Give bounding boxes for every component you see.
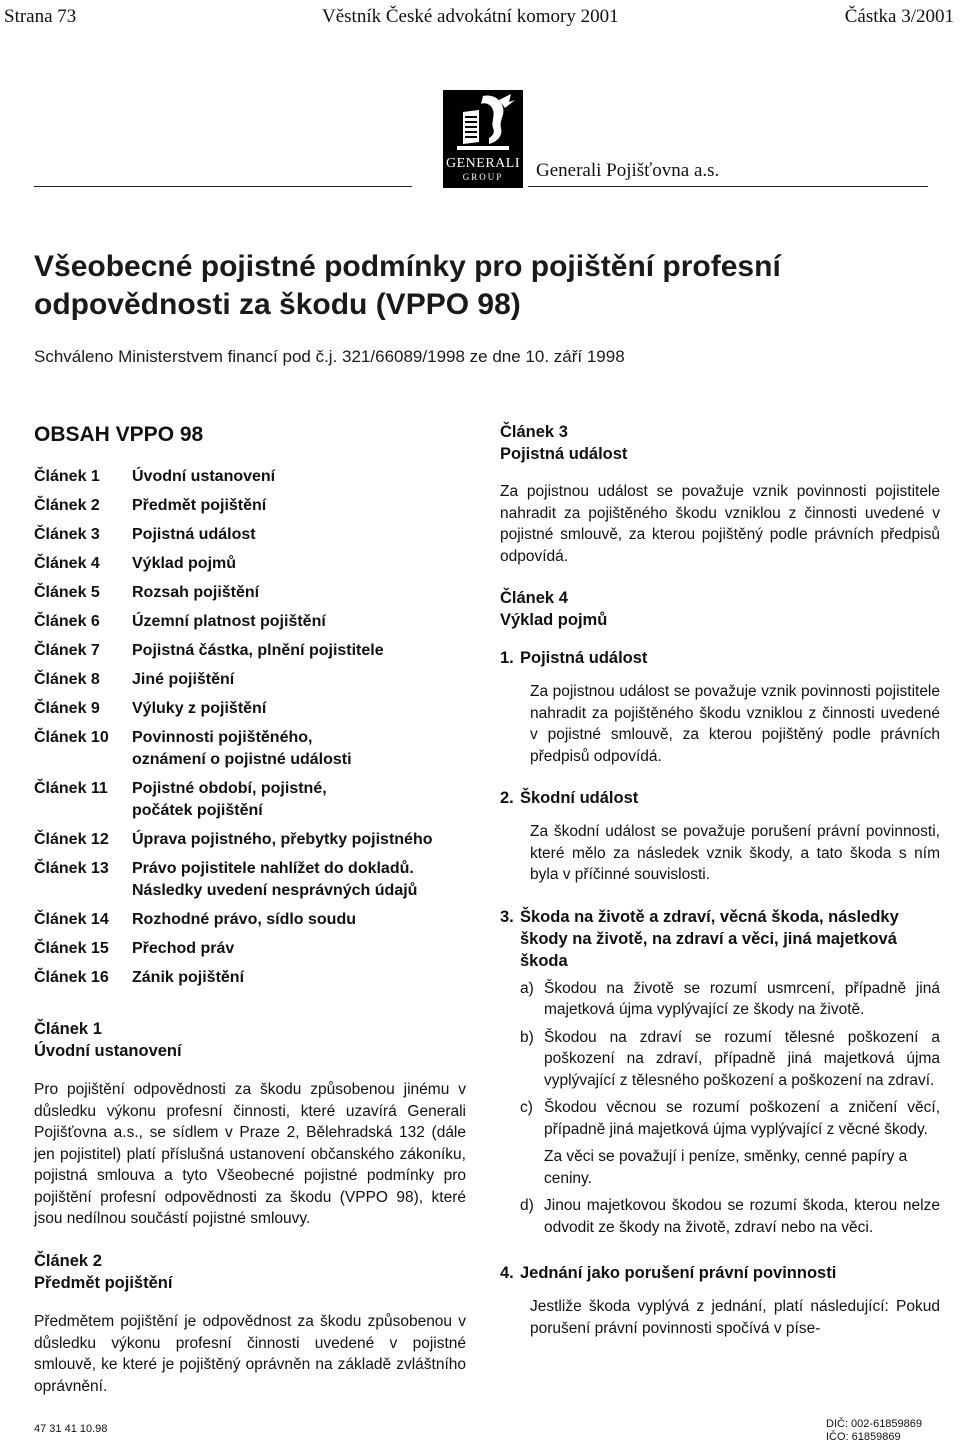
definition-3-heading bbox=[500, 906, 940, 972]
lion-emblem-icon bbox=[443, 90, 523, 156]
header-rule-right bbox=[528, 186, 928, 187]
item-text: Jinou majetkovou škodou se rozumí škoda, kterou nelze odvodit ze škody na životě, zdraví nebo na věci. bbox=[544, 1197, 940, 1236]
toc-item-num: Článek 10 bbox=[34, 729, 109, 746]
definition-3c-note: Za věci se považují i peníze, směnky, cenné papíry a ceniny. bbox=[544, 1148, 908, 1187]
header-rule-left bbox=[34, 186, 412, 187]
article-1-text: Pro pojištění odpovědnosti za škodu způsobenou jinému v důsledku výkonu profesní činnosti, které uzavírá Generali Pojišťovna a.s., se sídlem v Praze 2, Bělehradská 132 (dále jen pojistitel) platí příslušná ustanovení občanského zákoníku, pojistná smlouva a tyto Všeobecné pojistné podmínky pro pojištění profesní odpovědnosti za škodu (VPPO 98), které jsou nedílnou součástí pojistné smlouvy. bbox=[34, 1081, 466, 1227]
toc-item-num: Článek 16 bbox=[34, 969, 109, 986]
article-2-heading bbox=[34, 1250, 466, 1294]
definition-4-text: Jestliže škoda vyplývá z jednání, platí následující: Pokud porušení právní povinnosti spočívá v píse- bbox=[530, 1298, 940, 1337]
article-number: Článek 2 bbox=[34, 1252, 102, 1270]
article-title: Výklad pojmů bbox=[500, 611, 608, 629]
toc-item-num: Článek 13 bbox=[34, 860, 109, 877]
toc-item-num: Článek 3 bbox=[34, 526, 100, 543]
definition-1-heading bbox=[500, 647, 940, 669]
toc-title-line-2: Následky uvedení nesprávných údajů bbox=[132, 882, 418, 899]
article-4-heading bbox=[500, 587, 940, 631]
toc-item-num: Článek 9 bbox=[34, 700, 100, 717]
toc-item-num: Článek 4 bbox=[34, 555, 100, 572]
toc-item bbox=[34, 611, 474, 633]
toc-item-title: Výluky z pojištění bbox=[132, 700, 267, 717]
page-header bbox=[0, 6, 960, 32]
toc-item-title: Rozsah pojištění bbox=[132, 584, 260, 601]
toc-item-title: Přechod práv bbox=[132, 940, 235, 957]
toc-title-line-2: oznámení o pojistné události bbox=[132, 751, 352, 768]
logo-text-group: GROUP bbox=[462, 172, 504, 182]
item-letter: d) bbox=[520, 1197, 534, 1214]
item-text: Škodou na zdraví se rozumí tělesné poškození a poškození na zdraví, případně jiná majetková újma vyplývající z tělesného poškození a poškození na zdraví. bbox=[544, 1028, 940, 1089]
title-line-2: odpovědnosti za škodu (VPPO 98) bbox=[34, 288, 521, 321]
toc-item-title: Úvodní ustanovení bbox=[132, 468, 276, 485]
toc-item-title bbox=[132, 858, 417, 902]
journal-title: Věstník České advokátní komory 2001 bbox=[322, 6, 619, 27]
article-2-text: Předmětem pojištění je odpovědnost za škodu způsobenou v důsledku výkonu profesní činnosti uvedené v pojistné smlouvě, ke které je pojištěný oprávněn na základě zvláštního oprávnění. bbox=[34, 1313, 466, 1395]
table-of-contents bbox=[34, 466, 474, 996]
page-number: Strana 73 bbox=[4, 6, 77, 27]
item-text: Škodou na životě se rozumí usmrcení, případně jiná majetková újma vyplývající ze škody na životě. bbox=[544, 979, 940, 1018]
company-id: IČO: 61859869 bbox=[826, 1431, 901, 1443]
definition-3d bbox=[520, 1195, 940, 1238]
toc-item bbox=[34, 909, 474, 931]
toc-item-title bbox=[132, 778, 327, 822]
toc-item-num: Článek 5 bbox=[34, 584, 100, 601]
logo-text-generali: GENERALI bbox=[446, 156, 520, 171]
toc-item-num: Článek 12 bbox=[34, 831, 109, 848]
toc-item-title: Pojistná částka, plnění pojistitele bbox=[132, 642, 384, 659]
generali-logo bbox=[443, 90, 523, 188]
toc-item-num: Článek 14 bbox=[34, 911, 109, 928]
toc-item-title: Rozhodné právo, sídlo soudu bbox=[132, 911, 356, 928]
toc-item-title: Výklad pojmů bbox=[132, 555, 237, 572]
toc-item bbox=[34, 495, 474, 517]
footer-ids bbox=[826, 1418, 922, 1444]
toc-heading: OBSAH VPPO 98 bbox=[34, 423, 204, 446]
article-title: Úvodní ustanovení bbox=[34, 1042, 182, 1060]
definition-number: 3. bbox=[500, 907, 514, 926]
article-number: Článek 3 bbox=[500, 423, 568, 441]
toc-item-title bbox=[132, 727, 352, 771]
tax-id: DIČ: 002-61859869 bbox=[826, 1418, 923, 1430]
toc-item bbox=[34, 858, 474, 902]
document-title bbox=[34, 248, 914, 324]
definition-title: Škoda na životě a zdraví, věcná škoda, následky škody na životě, na zdraví a věci, jiná majetková škoda bbox=[520, 907, 899, 970]
toc-item-title: Územní platnost pojištění bbox=[132, 613, 326, 630]
definition-3a bbox=[520, 978, 940, 1021]
definition-3b bbox=[520, 1027, 940, 1092]
item-letter: c) bbox=[520, 1099, 533, 1116]
toc-item bbox=[34, 938, 474, 960]
footer-code: 47 31 41 10.98 bbox=[34, 1423, 108, 1435]
toc-item-num: Článek 2 bbox=[34, 497, 100, 514]
definition-number: 1. bbox=[500, 649, 514, 667]
definition-2-heading bbox=[500, 787, 940, 809]
definition-3c bbox=[520, 1097, 940, 1140]
toc-item-num: Článek 1 bbox=[34, 468, 100, 485]
article-title: Předmět pojištění bbox=[34, 1274, 173, 1292]
toc-item bbox=[34, 967, 474, 989]
toc-title-line-1: Povinnosti pojištěného, bbox=[132, 729, 313, 746]
toc-item-num: Článek 15 bbox=[34, 940, 109, 957]
toc-item bbox=[34, 466, 474, 488]
item-text: Škodou věcnou se rozumí poškození a zničení věcí, případně jiná majetková újma vyplývající z věcné škody. bbox=[544, 1099, 940, 1138]
toc-item bbox=[34, 669, 474, 691]
toc-item-num: Článek 7 bbox=[34, 642, 100, 659]
article-1-heading bbox=[34, 1018, 466, 1062]
toc-item bbox=[34, 829, 474, 851]
definition-title: Škodní událost bbox=[520, 789, 639, 807]
toc-item-title: Jiné pojištění bbox=[132, 671, 235, 688]
toc-item-num: Článek 11 bbox=[34, 780, 108, 797]
toc-item-title: Pojistná událost bbox=[132, 526, 256, 543]
company-name: Generali Pojišťovna a.s. bbox=[536, 160, 720, 181]
toc-item-title: Úprava pojistného, přebytky pojistného bbox=[132, 831, 433, 848]
title-line-1: Všeobecné pojistné podmínky pro pojištění profesní bbox=[34, 250, 781, 283]
toc-item bbox=[34, 778, 474, 822]
definition-2-text: Za škodní událost se považuje porušení právní povinnosti, které mělo za následek vznik škody, a tato škoda s ním byla v příčinné souvislosti. bbox=[530, 823, 940, 883]
definition-number: 4. bbox=[500, 1264, 514, 1282]
right-column bbox=[500, 421, 940, 1339]
item-letter: a) bbox=[520, 979, 534, 997]
toc-item bbox=[34, 582, 474, 604]
definition-title: Jednání jako porušení právní povinnosti bbox=[520, 1264, 837, 1282]
toc-item bbox=[34, 698, 474, 720]
article-number: Článek 1 bbox=[34, 1020, 102, 1038]
toc-item-num: Článek 8 bbox=[34, 671, 100, 688]
article-1 bbox=[34, 1018, 466, 1245]
approval-note: Schváleno Ministerstvem financí pod č.j. 321/66089/1998 ze dne 10. září 1998 bbox=[34, 347, 625, 366]
toc-item-num: Článek 6 bbox=[34, 613, 100, 630]
article-number: Článek 4 bbox=[500, 589, 568, 607]
toc-item-title: Předmět pojištění bbox=[132, 497, 267, 514]
toc-item bbox=[34, 640, 474, 662]
toc-item bbox=[34, 727, 474, 771]
article-3-text: Za pojistnou událost se považuje vznik povinnosti pojistitele nahradit za pojištěného škodu vzniklou z činnosti uvedené v pojistné smlouvě, za kterou pojištěný podle právních předpisů odpovídá. bbox=[500, 483, 940, 565]
definition-title: Pojistná událost bbox=[520, 649, 648, 667]
toc-item bbox=[34, 553, 474, 575]
article-3-heading bbox=[500, 421, 940, 465]
toc-item bbox=[34, 524, 474, 546]
definition-number: 2. bbox=[500, 789, 514, 807]
article-2 bbox=[34, 1250, 466, 1413]
toc-item-title: Zánik pojištění bbox=[132, 969, 245, 986]
toc-title-line-2: počátek pojištění bbox=[132, 802, 263, 819]
toc-title-line-1: Pojistné období, pojistné, bbox=[132, 780, 327, 797]
item-letter: b) bbox=[520, 1028, 534, 1046]
article-title: Pojistná událost bbox=[500, 445, 628, 463]
definition-1-text: Za pojistnou událost se považuje vznik povinnosti pojistitele nahradit za pojištěného škodu vzniklou z činnosti uvedené v pojistné smlouvě, za kterou pojištěný podle právních předpisů odpovídá. bbox=[530, 683, 940, 765]
toc-title-line-1: Právo pojistitele nahlížet do dokladů. bbox=[132, 860, 414, 877]
definition-4-heading bbox=[500, 1262, 940, 1284]
issue-number: Částka 3/2001 bbox=[844, 6, 954, 27]
